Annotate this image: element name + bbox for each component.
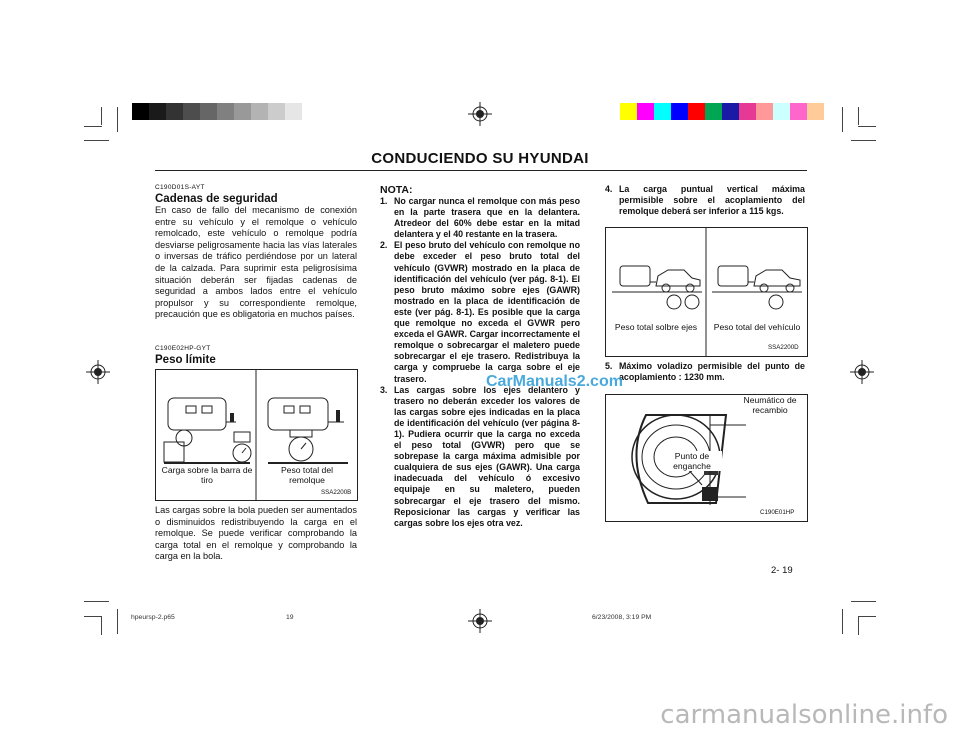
list-item: 3. Las cargas sobre los ejes delantero y trasero no deberán exceder los valores de las cargas sobre ejes indicadas en la placa de identificación del vehículo (ver página 8-1). Pudiera ocurrir que la carga no exceda el peso total (GVWR) pero que se sobrepase la carga máxima admisible por cualquiera de sus ejes (GAWR). Una carga inadecuada del vehículo ó excesivo equipaje en su maletero, pueden sobrecargar el eje trasero del mismo. Reposicionar las cargas y verificar las cargas sobre los ejes otra vez. — [380, 384, 580, 528]
right-list-b — [605, 361, 805, 383]
figure-code: SSA2200B — [321, 489, 352, 496]
figure-code: SSA2200D — [768, 344, 799, 351]
figure-overhang — [605, 394, 808, 522]
crop-mark — [84, 616, 102, 617]
color-swatch — [132, 103, 149, 120]
crop-mark — [858, 617, 859, 635]
color-swatch — [200, 103, 217, 120]
figure-axle-weight — [605, 227, 808, 357]
figure-tow-weight — [155, 369, 358, 501]
right-column-b — [605, 361, 805, 383]
footer-file: hpeursp-2.p65 — [131, 614, 175, 621]
section-code: C190E02HP-GYT — [155, 345, 211, 352]
registration-mark-icon — [468, 102, 492, 126]
registration-mark-icon — [850, 360, 874, 384]
note-list — [380, 196, 580, 529]
list-item: 4. La carga puntual vertical máxima permisible sobre el acoplamiento del remolque deberá ser inferior a 115 kgs. — [605, 184, 805, 217]
color-swatch — [807, 103, 824, 120]
section-heading: Cadenas de seguridad — [155, 193, 278, 205]
figure-label: Peso total solbre ejes — [614, 322, 698, 332]
list-item: 1. No cargar nunca el remolque con más peso en la parte trasera que en la delantera. Atredeor del 60% debe estar en la mitad delantera y el 40 restante en la trasera. — [380, 196, 580, 240]
color-swatch — [790, 103, 807, 120]
color-swatch — [183, 103, 200, 120]
left-column — [155, 184, 357, 321]
crop-mark — [84, 140, 109, 141]
section-heading: Peso límite — [155, 354, 216, 366]
footer-date: 6/23/2008, 3:19 PM — [592, 614, 652, 621]
color-swatch — [234, 103, 251, 120]
section-text: Las cargas sobre la bola pueden ser aumentados o disminuidos redistribuyendo la carga en el remolque. Se puede verificar comprobando la carga total en el remolque y comprobando la carga en la bola. — [155, 505, 357, 562]
figure-label: Neumático de recambio — [743, 395, 797, 415]
color-swatch — [688, 103, 705, 120]
crop-mark — [851, 140, 876, 141]
color-swatch — [620, 103, 637, 120]
list-item: 5. Máximo voladizo permisible del punto de acoplamiento : 1230 mm. — [605, 361, 805, 383]
crop-mark — [117, 609, 118, 634]
color-swatch — [149, 103, 166, 120]
figure-label: Carga sobre la barra de tiro — [161, 465, 253, 485]
color-swatch — [251, 103, 268, 120]
registration-mark-icon — [86, 360, 110, 384]
color-swatch — [166, 103, 183, 120]
color-swatch — [637, 103, 654, 120]
color-calibration-bar — [620, 103, 824, 120]
crop-mark — [101, 617, 102, 635]
left-column-2 — [155, 345, 357, 366]
watermark: CarManuals2.com — [486, 373, 623, 390]
site-url: carmanualsonline.info — [660, 700, 948, 730]
color-swatch — [722, 103, 739, 120]
registration-mark-icon — [468, 609, 492, 633]
figure-label: Punto de enganche — [662, 451, 722, 471]
footer-page: 19 — [286, 614, 294, 621]
color-swatch — [654, 103, 671, 120]
crop-mark — [858, 616, 876, 617]
figure-code: C190E01HP — [760, 509, 795, 516]
note-title: NOTA: — [380, 184, 413, 196]
crop-mark — [858, 107, 859, 125]
crop-mark — [117, 107, 118, 132]
page-number: 2- 19 — [771, 565, 793, 576]
color-swatch — [705, 103, 722, 120]
section-text: En caso de fallo del mecanismo de conexión entre su vehículo y el remolque o vehículo remolcado, este vehículo o remolque podría desviarse peligrosamente hacia las vías laterales o inversas de tráfico perdiéndose por un lateral de la calzada. Para suprimir esta peligrosísima situación deberán ser fijadas cadenas de seguridad a ambos lados entre el vehículo propulsor y su correspondiente remolque, precaución que es obligatoria en muchos países. — [155, 205, 357, 320]
crop-mark — [84, 601, 109, 602]
crop-mark — [842, 107, 843, 132]
right-list-a — [605, 184, 805, 217]
color-swatch — [671, 103, 688, 120]
section-code: C190D01S-AYT — [155, 184, 205, 191]
crop-mark — [101, 107, 102, 125]
middle-column — [380, 184, 580, 529]
color-swatch — [217, 103, 234, 120]
list-item: 2. El peso bruto del vehículo con remolque no debe exceder el peso bruto total del vehículo (GVWR) mostrado en la placa de identificación del vehículo (ver pág. 8-1). El peso bruto máximo sobre ejes (GAWR) mostrado en la placa de identificación de este (ver pág. 8-1). Es posible que la carga que remolque no exceda el GVWR pero exceda el GAWR. Cargar incorrectamente el remolque o sobrecargar el maletero puede sobrecargar el eje trasero. Redistribuya la carga y compruebe la carga sobre el eje trasero. — [380, 240, 580, 384]
header-rule — [155, 170, 807, 171]
figure-label: Peso total del remolque — [280, 465, 334, 485]
crop-mark — [84, 126, 102, 127]
page-title: CONDUCIENDO SU HYUNDAI — [371, 150, 589, 167]
gray-calibration-bar — [132, 103, 302, 120]
right-column — [605, 184, 805, 217]
color-swatch — [268, 103, 285, 120]
crop-mark — [842, 609, 843, 634]
color-swatch — [285, 103, 302, 120]
color-swatch — [773, 103, 790, 120]
crop-mark — [851, 601, 876, 602]
figure-label: Peso total del vehículo — [713, 322, 801, 332]
crop-mark — [858, 126, 876, 127]
color-swatch — [756, 103, 773, 120]
color-swatch — [739, 103, 756, 120]
car-trailer-illustration — [606, 228, 807, 356]
